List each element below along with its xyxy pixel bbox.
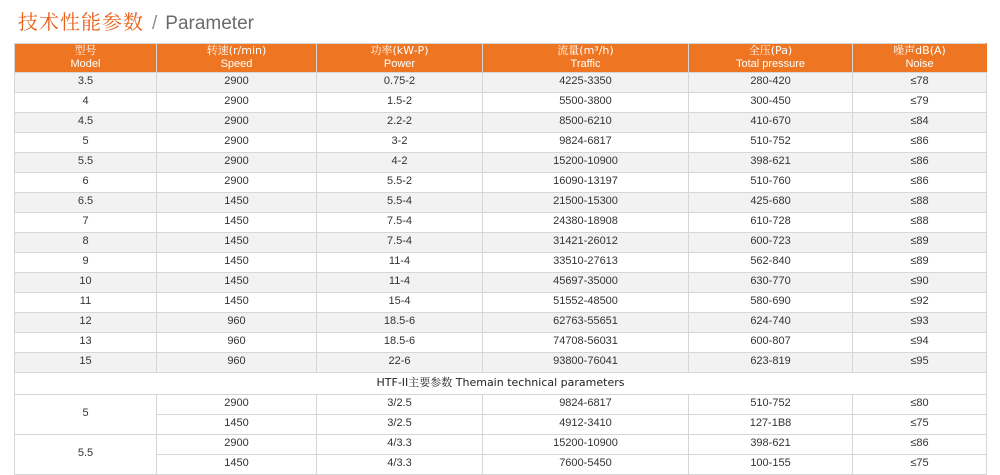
cell-model: 5.5 <box>15 434 157 474</box>
cell-noise: ≤88 <box>853 212 987 232</box>
cell-traffic: 16090-13197 <box>483 172 689 192</box>
column-header-noise-en: Noise <box>905 57 934 70</box>
cell-speed: 1450 <box>157 192 317 212</box>
table-row <box>15 112 987 132</box>
cell-total-pressure: 610-728 <box>689 212 853 232</box>
cell-speed: 960 <box>157 312 317 332</box>
table-row <box>15 454 987 474</box>
column-header-model-cn: 型号 <box>74 44 97 57</box>
cell-power: 4/3.3 <box>317 454 483 474</box>
table-row <box>15 232 987 252</box>
cell-model: 15 <box>15 352 157 372</box>
cell-noise: ≤84 <box>853 112 987 132</box>
cell-noise: ≤88 <box>853 192 987 212</box>
cell-power: 5.5-2 <box>317 172 483 192</box>
table-row <box>15 252 987 272</box>
cell-total-pressure: 398-621 <box>689 152 853 172</box>
cell-total-pressure: 127-1B8 <box>689 414 853 434</box>
cell-noise: ≤90 <box>853 272 987 292</box>
cell-traffic: 51552-48500 <box>483 292 689 312</box>
cell-total-pressure: 630-770 <box>689 272 853 292</box>
cell-speed: 2900 <box>157 112 317 132</box>
cell-traffic: 9824-6817 <box>483 394 689 414</box>
cell-noise: ≤79 <box>853 92 987 112</box>
column-header-noise <box>853 44 987 73</box>
cell-model: 7 <box>15 212 157 232</box>
title-separator: / <box>152 13 158 34</box>
table-row <box>15 394 987 414</box>
cell-noise: ≤86 <box>853 152 987 172</box>
cell-traffic: 24380-18908 <box>483 212 689 232</box>
table-row <box>15 434 987 454</box>
cell-power: 18.5-6 <box>317 332 483 352</box>
column-header-total-pressure-cn: 全压(Pa) <box>748 44 793 57</box>
column-header-power <box>317 44 483 73</box>
column-header-speed <box>157 44 317 73</box>
cell-speed: 2900 <box>157 394 317 414</box>
column-header-noise-cn: 噪声dB(A) <box>893 44 946 57</box>
cell-traffic: 31421-26012 <box>483 232 689 252</box>
column-header-power-en: Power <box>383 57 416 70</box>
cell-model: 4.5 <box>15 112 157 132</box>
cell-traffic: 7600-5450 <box>483 454 689 474</box>
cell-total-pressure: 300-450 <box>689 92 853 112</box>
cell-total-pressure: 623-819 <box>689 352 853 372</box>
cell-speed: 1450 <box>157 414 317 434</box>
cell-total-pressure: 398-621 <box>689 434 853 454</box>
table-row <box>15 172 987 192</box>
cell-model: 13 <box>15 332 157 352</box>
cell-power: 5.5-4 <box>317 192 483 212</box>
page-title-en: Parameter <box>165 13 254 34</box>
cell-traffic: 4912-3410 <box>483 414 689 434</box>
cell-total-pressure: 562-840 <box>689 252 853 272</box>
cell-total-pressure: 100-155 <box>689 454 853 474</box>
cell-power: 4-2 <box>317 152 483 172</box>
table-row <box>15 272 987 292</box>
table-row <box>15 92 987 112</box>
table-body <box>15 72 987 474</box>
cell-total-pressure: 580-690 <box>689 292 853 312</box>
cell-noise: ≤93 <box>853 312 987 332</box>
cell-speed: 960 <box>157 332 317 352</box>
cell-traffic: 5500-3800 <box>483 92 689 112</box>
cell-total-pressure: 510-752 <box>689 132 853 152</box>
table-row <box>15 152 987 172</box>
cell-model: 10 <box>15 272 157 292</box>
column-header-speed-en: Speed <box>220 57 253 70</box>
cell-traffic: 93800-76041 <box>483 352 689 372</box>
table-header-row <box>15 44 987 73</box>
section-label: HTF-II主要参数 Themain technical parameters <box>15 372 987 394</box>
cell-noise: ≤89 <box>853 232 987 252</box>
cell-speed: 1450 <box>157 212 317 232</box>
column-header-model <box>15 44 157 73</box>
cell-speed: 1450 <box>157 232 317 252</box>
cell-power: 22-6 <box>317 352 483 372</box>
column-header-traffic-cn: 流量(m³/h) <box>557 44 614 57</box>
cell-power: 4/3.3 <box>317 434 483 454</box>
cell-speed: 2900 <box>157 132 317 152</box>
table-row <box>15 72 987 92</box>
cell-model: 8 <box>15 232 157 252</box>
cell-traffic: 45697-35000 <box>483 272 689 292</box>
cell-power: 7.5-4 <box>317 212 483 232</box>
cell-power: 11-4 <box>317 272 483 292</box>
cell-traffic: 15200-10900 <box>483 152 689 172</box>
table-row <box>15 212 987 232</box>
cell-total-pressure: 510-760 <box>689 172 853 192</box>
column-header-total-pressure-en: Total pressure <box>735 57 806 70</box>
table-row <box>15 192 987 212</box>
cell-total-pressure: 425-680 <box>689 192 853 212</box>
cell-speed: 2900 <box>157 434 317 454</box>
cell-model: 12 <box>15 312 157 332</box>
cell-speed: 2900 <box>157 152 317 172</box>
cell-noise: ≤86 <box>853 172 987 192</box>
cell-traffic: 4225-3350 <box>483 72 689 92</box>
cell-speed: 1450 <box>157 252 317 272</box>
cell-noise: ≤89 <box>853 252 987 272</box>
cell-total-pressure: 280-420 <box>689 72 853 92</box>
column-header-traffic-en: Traffic <box>570 57 601 70</box>
cell-model: 6 <box>15 172 157 192</box>
cell-model: 5 <box>15 394 157 434</box>
cell-noise: ≤95 <box>853 352 987 372</box>
cell-speed: 2900 <box>157 92 317 112</box>
table-header <box>15 44 987 73</box>
page-title-cn: 技术性能参数 <box>18 10 144 34</box>
page-title <box>14 0 986 43</box>
cell-noise: ≤86 <box>853 434 987 454</box>
column-header-total-pressure <box>689 44 853 73</box>
cell-noise: ≤94 <box>853 332 987 352</box>
column-header-speed-cn: 转速(r/min) <box>206 44 267 57</box>
cell-power: 2.2-2 <box>317 112 483 132</box>
cell-power: 11-4 <box>317 252 483 272</box>
table-row <box>15 332 987 352</box>
cell-model: 5.5 <box>15 152 157 172</box>
cell-power: 15-4 <box>317 292 483 312</box>
table-row <box>15 312 987 332</box>
cell-noise: ≤92 <box>853 292 987 312</box>
cell-noise: ≤75 <box>853 454 987 474</box>
table-row <box>15 414 987 434</box>
cell-traffic: 8500-6210 <box>483 112 689 132</box>
cell-traffic: 9824-6817 <box>483 132 689 152</box>
table-row <box>15 132 987 152</box>
cell-power: 7.5-4 <box>317 232 483 252</box>
cell-noise: ≤75 <box>853 414 987 434</box>
cell-power: 3/2.5 <box>317 414 483 434</box>
cell-model: 4 <box>15 92 157 112</box>
section-header-row <box>15 372 987 394</box>
cell-traffic: 74708-56031 <box>483 332 689 352</box>
cell-traffic: 15200-10900 <box>483 434 689 454</box>
cell-speed: 1450 <box>157 292 317 312</box>
cell-power: 0.75-2 <box>317 72 483 92</box>
cell-speed: 2900 <box>157 72 317 92</box>
cell-power: 3-2 <box>317 132 483 152</box>
cell-model: 6.5 <box>15 192 157 212</box>
cell-power: 1.5-2 <box>317 92 483 112</box>
cell-speed: 1450 <box>157 454 317 474</box>
table-row <box>15 292 987 312</box>
cell-power: 3/2.5 <box>317 394 483 414</box>
cell-total-pressure: 600-807 <box>689 332 853 352</box>
cell-traffic: 21500-15300 <box>483 192 689 212</box>
cell-model: 3.5 <box>15 72 157 92</box>
cell-model: 9 <box>15 252 157 272</box>
cell-noise: ≤86 <box>853 132 987 152</box>
specification-table <box>14 43 987 475</box>
cell-speed: 960 <box>157 352 317 372</box>
table-row <box>15 352 987 372</box>
cell-total-pressure: 510-752 <box>689 394 853 414</box>
cell-noise: ≤80 <box>853 394 987 414</box>
column-header-power-cn: 功率(kW-P) <box>370 44 429 57</box>
cell-power: 18.5-6 <box>317 312 483 332</box>
cell-noise: ≤78 <box>853 72 987 92</box>
cell-total-pressure: 410-670 <box>689 112 853 132</box>
cell-total-pressure: 600-723 <box>689 232 853 252</box>
cell-model: 5 <box>15 132 157 152</box>
column-header-model-en: Model <box>70 57 101 70</box>
cell-traffic: 62763-55651 <box>483 312 689 332</box>
cell-traffic: 33510-27613 <box>483 252 689 272</box>
cell-model: 11 <box>15 292 157 312</box>
column-header-traffic <box>483 44 689 73</box>
cell-speed: 1450 <box>157 272 317 292</box>
cell-speed: 2900 <box>157 172 317 192</box>
cell-total-pressure: 624-740 <box>689 312 853 332</box>
